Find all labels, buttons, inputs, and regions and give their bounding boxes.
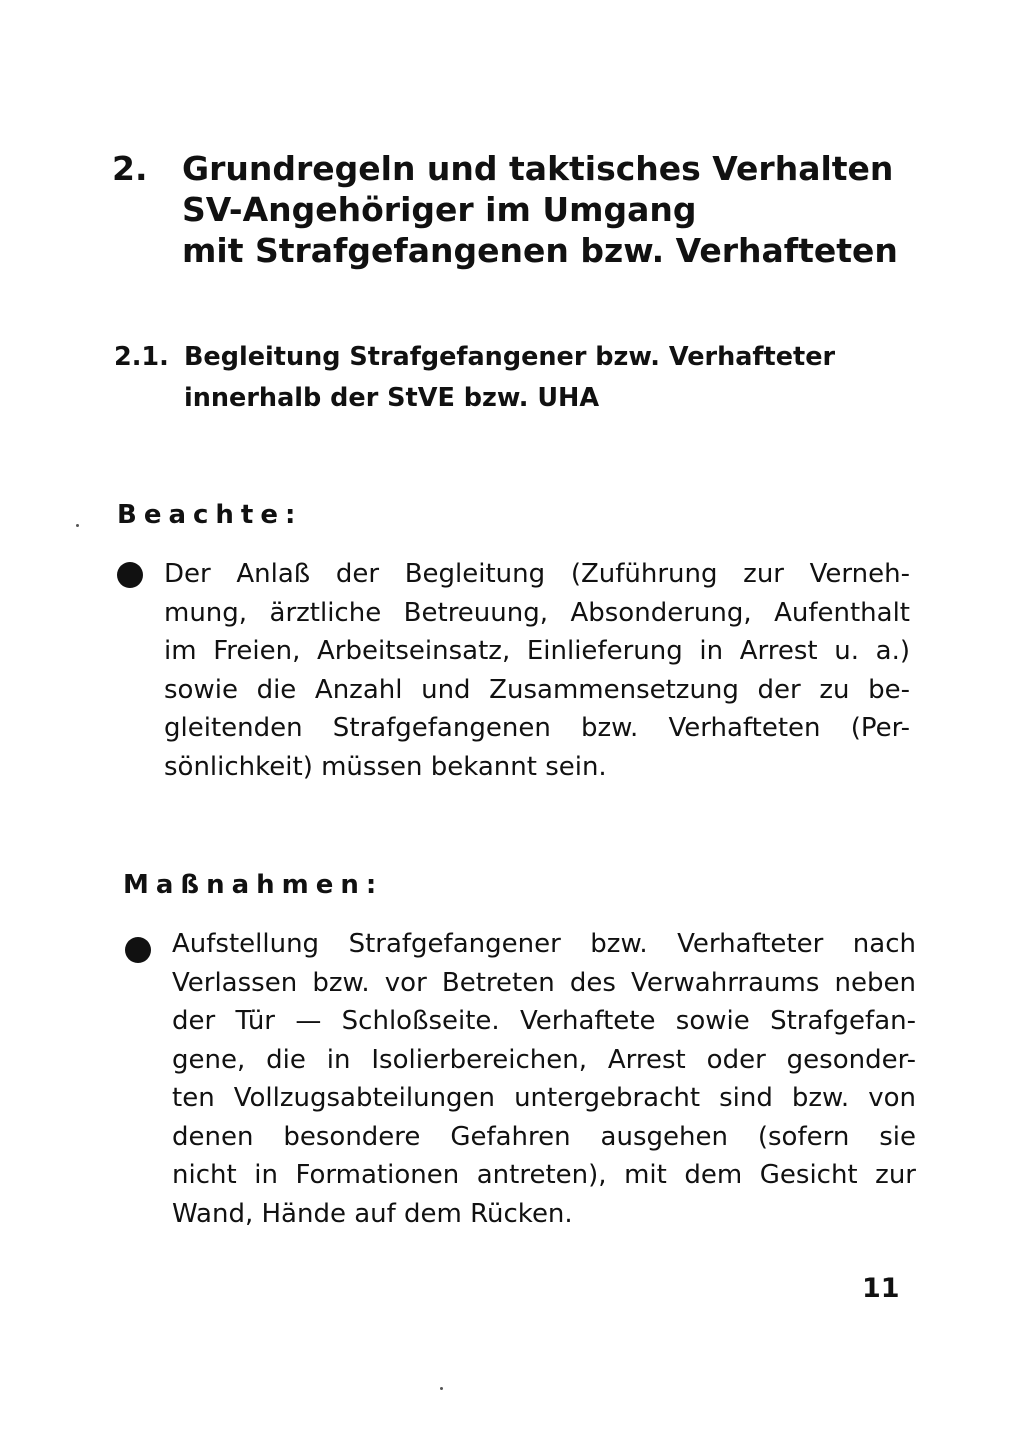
- massnahmen-label: Maßnahmen:: [123, 870, 384, 900]
- paragraph-line: Aufstellung Strafgefangener bzw. Verhafteter nach: [172, 929, 916, 959]
- paragraph-line: denen besondere Gefahren ausgehen (sofern sie: [172, 1121, 916, 1152]
- paragraph-line: Der Anlaß der Begleitung (Zuführung zur Verneh-: [164, 559, 910, 589]
- section-title-line: innerhalb der StVE bzw. UHA: [184, 383, 600, 413]
- page-number: 11: [862, 1273, 900, 1304]
- paragraph-line: sowie die Anzahl und Zusammensetzung der zu be-: [164, 674, 910, 705]
- paragraph-line: gleitenden Strafgefangenen bzw. Verhafteten (Per-: [164, 713, 910, 743]
- bullet-icon: [117, 562, 143, 588]
- paragraph-line: Wand, Hände auf dem Rücken.: [172, 1198, 573, 1229]
- section-heading: [114, 337, 834, 419]
- massnahmen-paragraph: [172, 925, 916, 1233]
- section-title: [184, 337, 834, 419]
- paragraph-line: sönlichkeit) müssen bekannt sein.: [164, 751, 607, 782]
- chapter-title-line: Grundregeln und taktisches Verhalten: [182, 149, 894, 188]
- paragraph-line: im Freien, Arbeitseinsatz, Einlieferung in Arrest u. a.): [164, 636, 910, 666]
- beachte-label: Beachte:: [117, 500, 303, 530]
- section-title-line: Begleitung Strafgefangener bzw. Verhafteter: [184, 342, 836, 372]
- paragraph-line: der Tür — Schloßseite. Verhaftete sowie Strafgefan-: [172, 1006, 916, 1036]
- chapter-number: 2.: [112, 149, 148, 188]
- bullet-icon: [125, 937, 151, 963]
- section-number: 2.1.: [114, 342, 169, 372]
- beachte-paragraph: [164, 555, 910, 786]
- paragraph-line: ten Vollzugsabteilungen untergebracht sind bzw. von: [172, 1083, 916, 1113]
- scan-speck: [76, 524, 79, 527]
- chapter-title-line: SV-Angehöriger im Umgang: [182, 190, 697, 229]
- chapter-title-line: mit Strafgefangenen bzw. Verhafteten: [182, 231, 898, 270]
- paragraph-line: nicht in Formationen antreten), mit dem Gesicht zur: [172, 1160, 916, 1190]
- paragraph-line: gene, die in Isolierbereichen, Arrest oder gesonder-: [172, 1044, 916, 1075]
- scan-speck: [440, 1387, 443, 1390]
- chapter-heading: [112, 148, 898, 271]
- chapter-title: [182, 148, 898, 271]
- paragraph-line: mung, ärztliche Betreuung, Absonderung, Aufenthalt: [164, 597, 910, 628]
- paragraph-line: Verlassen bzw. vor Betreten des Verwahrraums neben: [172, 967, 916, 998]
